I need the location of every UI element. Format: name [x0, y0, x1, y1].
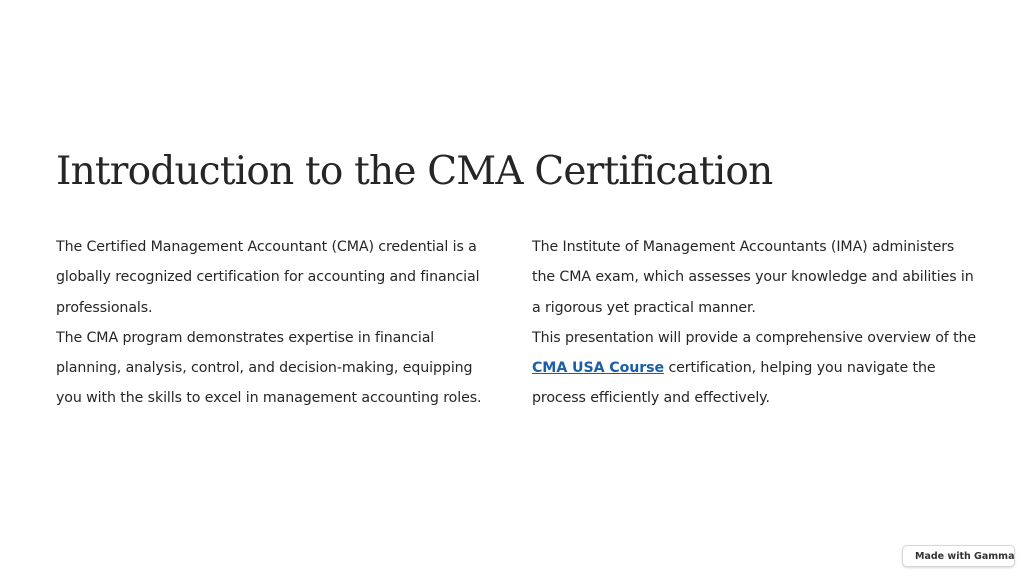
cma-usa-course-link[interactable]: CMA USA Course	[532, 360, 665, 377]
right-paragraph-2-tail: certification, helping you navigate the process efficiently and effectively.	[532, 360, 936, 407]
right-paragraph-2	[532, 323, 978, 414]
left-paragraph-1: The Certified Management Accountant (CMA) credential is a globally recognized certification for accounting and financial professionals.	[56, 239, 480, 316]
made-with-gamma-badge[interactable]	[902, 545, 1015, 567]
right-column	[532, 232, 978, 414]
left-column	[56, 232, 502, 414]
slide-title: Introduction to the CMA Certification	[56, 149, 773, 194]
left-paragraph-2: The CMA program demonstrates expertise in financial planning, analysis, control, and decision-making, equipping you with the skills to excel in management accounting roles.	[56, 329, 482, 407]
right-paragraph-1: The Institute of Management Accountants (IMA) administers the CMA exam, which assesses your knowledge and abilities in a rigorous yet practical manner.	[532, 239, 974, 316]
made-with-gamma-label: Made with Gamma	[915, 550, 1015, 562]
right-paragraph-2-lead: This presentation will provide a comprehensive overview of the	[532, 329, 977, 346]
